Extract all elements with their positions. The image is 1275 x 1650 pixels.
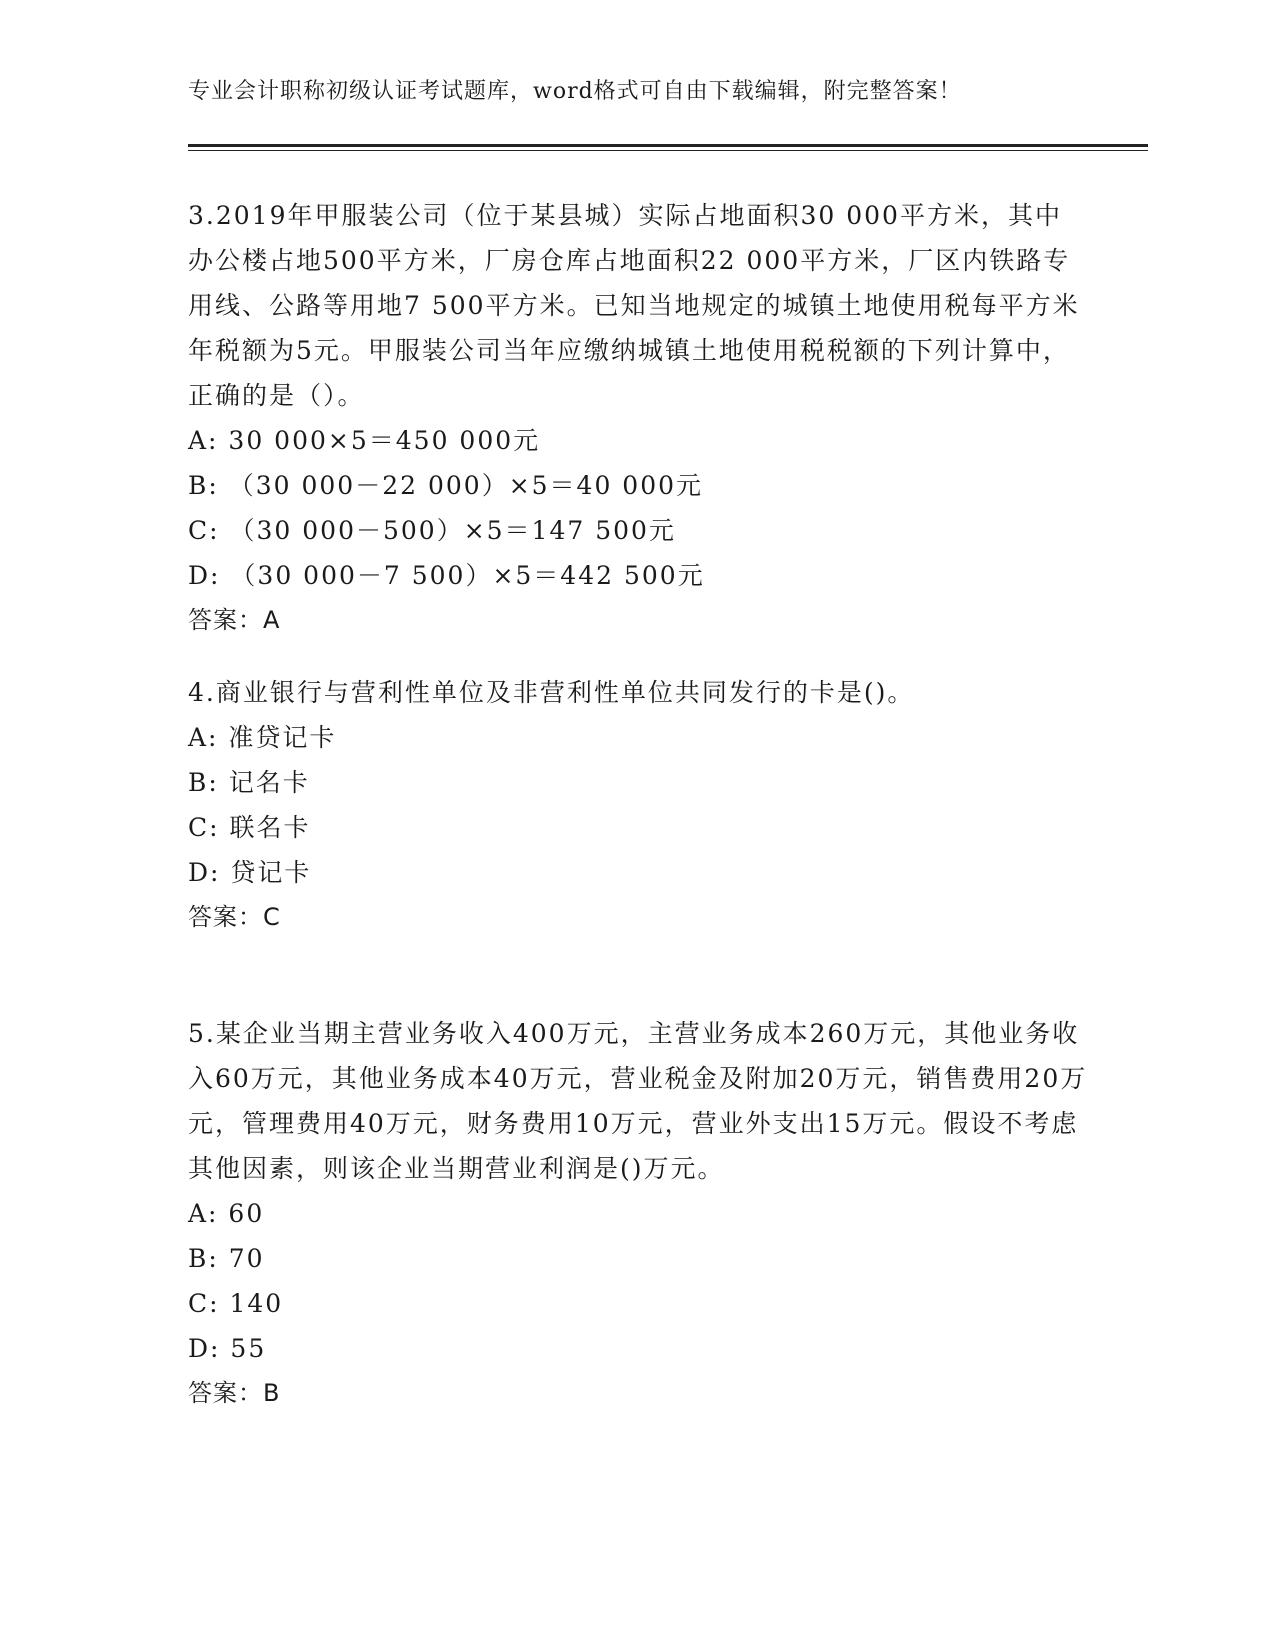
option-c: C: 联名卡 (188, 813, 311, 842)
header-rule-thick (188, 144, 1148, 147)
option-a: A: 准贷记卡 (188, 723, 337, 752)
page-header: 专业会计职称初级认证考试题库，word格式可自由下载编辑，附完整答案！ (188, 79, 962, 104)
option-c: C: （30 000－500）×5＝147 500元 (188, 516, 676, 545)
option-a: A: 30 000×5＝450 000元 (188, 426, 541, 455)
answer: 答案：A (188, 606, 281, 634)
option-d: D: 55 (188, 1334, 267, 1363)
option-b: B: （30 000－22 000）×5＝40 000元 (188, 471, 704, 500)
option-a: A: 60 (188, 1199, 265, 1228)
question-stem: 4.商业银行与营利性单位及非营利性单位共同发行的卡是()。 (188, 678, 915, 707)
header-rule-thin (188, 150, 1148, 151)
answer: 答案：C (188, 903, 281, 931)
question-stem: 5.某企业当期主营业务收入400万元，主营业务成本260万元，其他业务收入60万元，其他业务成本40万元，营业税金及附加20万元，销售费用20万元，管理费用40万元，财务费用10万元，营业外支出15万元。假设不考虑其他因素，则该企业当期营业利润是()万元。 (188, 1019, 1088, 1183)
option-d: D: （30 000－7 500）×5＝442 500元 (188, 561, 705, 590)
question-stem: 3.2019年甲服装公司（位于某县城）实际占地面积30 000平方米，其中办公楼占地500平方米，厂房仓库占地面积22 000平方米，厂区内铁路专用线、公路等用地7 500平方米。已知当地规定的城镇土地使用税每平方米年税额为5元。甲服装公司当年应缴纳城镇土地使用税税额的下列计算中，正确的是（）。 (188, 201, 1080, 410)
question-5 (188, 1011, 1088, 1416)
option-b: B: 70 (188, 1244, 265, 1273)
option-d: D: 贷记卡 (188, 858, 312, 887)
option-c: C: 140 (188, 1289, 284, 1318)
option-b: B: 记名卡 (188, 768, 310, 797)
answer: 答案：B (188, 1379, 281, 1407)
question-3 (188, 193, 1088, 643)
question-4 (188, 670, 1088, 940)
